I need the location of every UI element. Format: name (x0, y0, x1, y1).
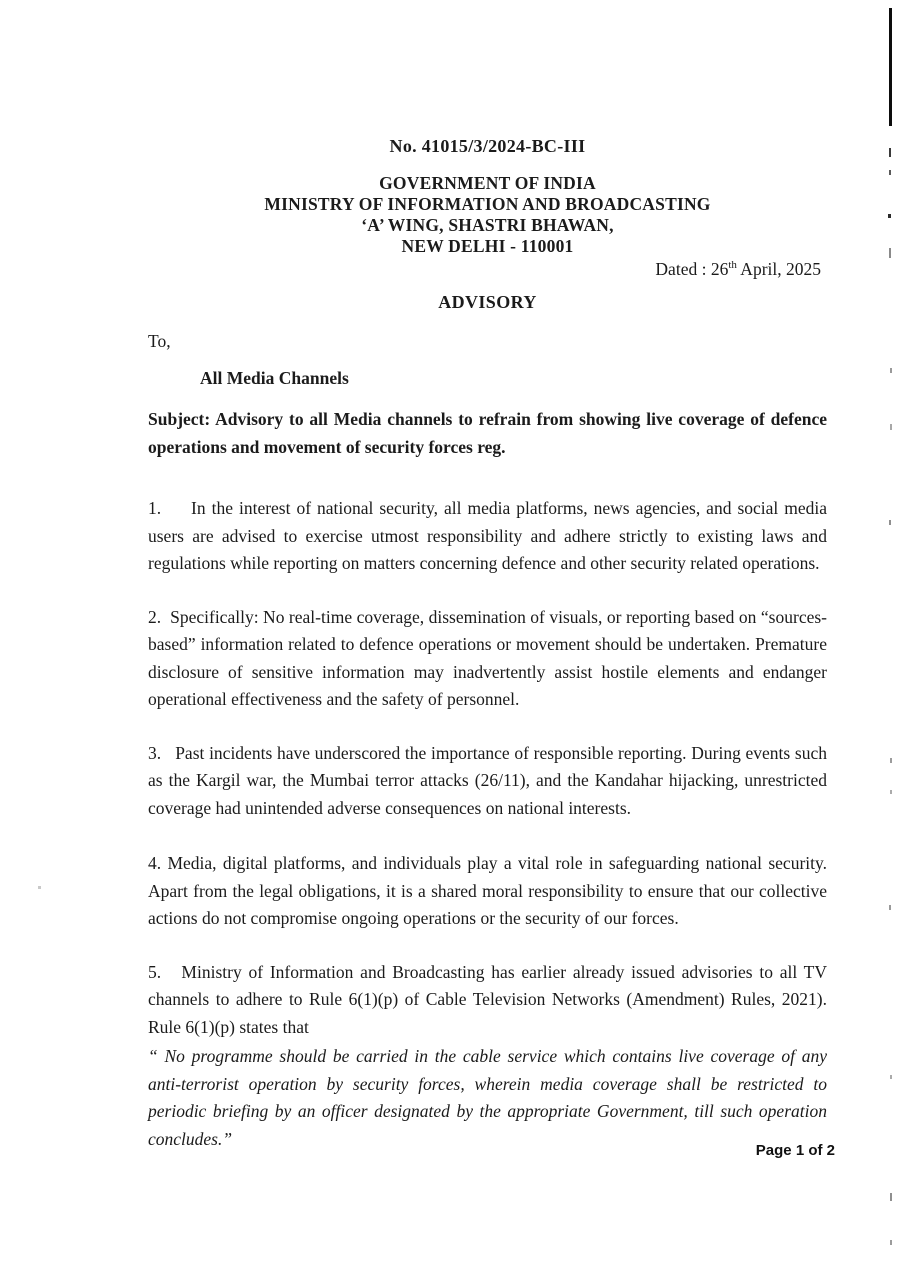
subject-line: Subject: Advisory to all Media channels to refrain from showing live coverage of defence operations and movement of security forces reg. (148, 409, 827, 457)
rule-quotation: “ No programme should be carried in the cable service which contains live coverage of any anti-terrorist operation by security forces, wherein media coverage shall be restricted to periodic briefing by an officer designated by the appropriate Government, till such operation concludes.” (148, 1046, 827, 1149)
addressee: All Media Channels (200, 368, 349, 388)
page-number: Page 1 of 2 (755, 1142, 835, 1159)
document-body (148, 136, 827, 1153)
paragraph-2: 2. Specifically: No real-time coverage, dissemination of visuals, or reporting based on “sources-based” information related to defence operations or movement should be undertaken. Premature disclosure of sensitive information may inadvertently assist hostile elements and endanger operational effectiveness and the safety of personnel. (148, 606, 827, 709)
letterhead (148, 173, 827, 257)
date-line (148, 259, 827, 280)
scan-artifact (890, 424, 892, 430)
scan-artifact (889, 248, 891, 258)
scan-artifact (890, 368, 892, 373)
document-title: ADVISORY (438, 292, 537, 312)
letterhead-line-ministry: MINISTRY OF INFORMATION AND BROADCASTING (264, 194, 711, 214)
date-prefix: Dated : 26 (655, 259, 729, 279)
scan-artifact (890, 1193, 892, 1201)
scan-artifact (890, 758, 892, 763)
letterhead-line-wing: ‘A’ WING, SHASTRI BHAWAN, (361, 215, 614, 235)
date-ordinal-suffix: th (728, 259, 737, 272)
scan-artifact (889, 520, 891, 525)
paragraph-3: 3. Past incidents have underscored the importance of responsible reporting. During events such as the Kargil war, the Mumbai terror attacks (26/11), and the Kandahar hijacking, unrestricted coverage had unintended adverse consequences on national interests. (148, 742, 827, 818)
paragraph-4: 4. Media, digital platforms, and individuals play a vital role in safeguarding national security. Apart from the legal obligations, it is a shared moral responsibility to ensure that our collective actions do not compromise ongoing operations or the security of our forces. (148, 853, 827, 928)
salutation: To, (148, 331, 171, 351)
reference-number: No. 41015/3/2024-BC-III (389, 136, 586, 156)
scan-artifact (890, 790, 892, 794)
date-suffix: April, 2025 (736, 259, 821, 279)
scan-artifact (889, 148, 891, 157)
letterhead-line-government: GOVERNMENT OF INDIA (379, 173, 596, 193)
scan-artifact (890, 1240, 892, 1245)
scan-artifact (38, 886, 41, 889)
scan-artifact (890, 1075, 892, 1079)
scan-artifact (888, 214, 891, 218)
paragraph-1: 1. In the interest of national security, all media platforms, news agencies, and social media users are advised to exercise utmost responsibility and adhere strictly to existing laws and regulations while reporting on matters concerning defence and other security related operations. (148, 498, 827, 573)
scan-artifact (889, 170, 891, 175)
scan-artifact (889, 8, 892, 126)
paragraph-5: 5. Ministry of Information and Broadcasting has earlier already issued advisories to all TV channels to adhere to Rule 6(1)(p) of Cable Television Networks (Amendment) Rules, 2021). Rule 6(1)(p) states that (148, 961, 827, 1037)
scan-artifact (889, 905, 891, 910)
letterhead-line-city: NEW DELHI - 110001 (401, 236, 574, 256)
